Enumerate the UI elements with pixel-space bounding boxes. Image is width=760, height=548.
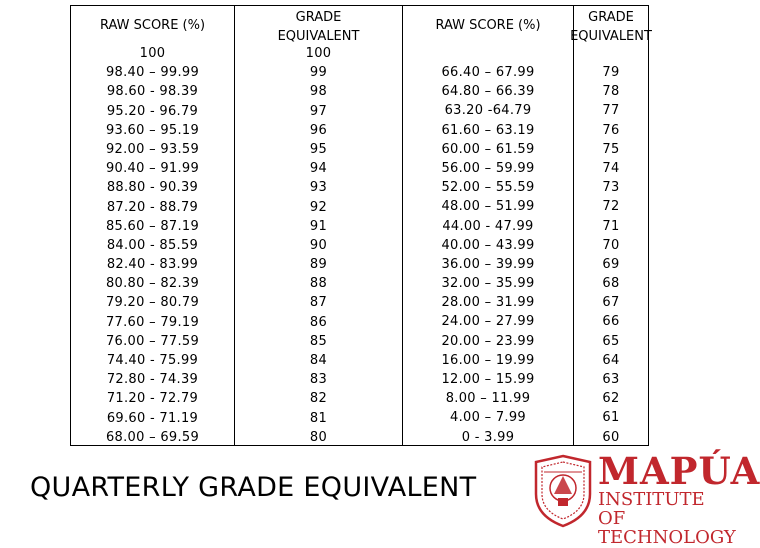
table-cell: 90 bbox=[309, 237, 328, 253]
table-cell: 44.00 - 47.99 bbox=[442, 218, 534, 234]
grade-column-right bbox=[570, 6, 652, 445]
table-cell: 84 bbox=[309, 353, 328, 368]
table-cell: 60.00 – 61.59 bbox=[441, 141, 535, 157]
table-cell: 70 bbox=[602, 237, 620, 253]
table-cell: 97 bbox=[309, 103, 328, 119]
table-cell: 83 bbox=[309, 372, 328, 388]
table-cell: 56.00 – 59.99 bbox=[441, 160, 535, 176]
table-cell: 74 bbox=[602, 160, 620, 176]
table-cell: 86 bbox=[309, 314, 328, 330]
table-cell: 90.40 – 91.99 bbox=[105, 161, 200, 177]
grade-equivalent-table bbox=[70, 5, 652, 446]
table-cell: 77.60 – 79.19 bbox=[105, 314, 200, 330]
table-cell: 66 bbox=[602, 314, 620, 330]
raw-score-cells-left bbox=[71, 44, 234, 447]
table-cell: 93 bbox=[309, 180, 328, 196]
table-cell: 81 bbox=[309, 410, 328, 426]
table-cell: 80.80 – 82.39 bbox=[105, 276, 200, 292]
grade-header-left: GRADE EQUIVALENT bbox=[277, 10, 360, 44]
table-cell: 89 bbox=[309, 257, 328, 273]
table-cell: 52.00 – 55.59 bbox=[441, 180, 535, 196]
table-cell: 85 bbox=[309, 333, 328, 349]
table-cell: 79.20 – 80.79 bbox=[105, 295, 200, 311]
table-cell: 64 bbox=[602, 352, 620, 368]
table-cell: 20.00 – 23.99 bbox=[441, 333, 535, 349]
table-cell: 92 bbox=[309, 199, 328, 215]
table-cell: 68.00 – 69.59 bbox=[105, 429, 200, 445]
table-cell: 71 bbox=[602, 218, 620, 234]
table-cell: 95.20 - 96.79 bbox=[106, 103, 199, 119]
table-cell: 85.60 – 87.19 bbox=[105, 218, 200, 234]
table-cell: 60 bbox=[602, 429, 620, 445]
table-cell: 28.00 – 31.99 bbox=[441, 295, 535, 311]
raw-score-cells-right bbox=[403, 63, 573, 447]
table-cell: 12.00 – 15.99 bbox=[441, 372, 535, 387]
table-cell: 62 bbox=[602, 391, 620, 407]
table-cell: 61 bbox=[602, 410, 620, 426]
table-cell: 87 bbox=[309, 295, 328, 311]
table-cell: 71.20 - 72.79 bbox=[106, 391, 199, 407]
table-cell: 61.60 – 63.19 bbox=[441, 122, 535, 138]
table-cell: 69 bbox=[602, 256, 620, 272]
raw-score-header-left: RAW SCORE (%) bbox=[99, 17, 206, 33]
table-cell: 88 bbox=[309, 276, 328, 292]
table-cell: 87.20 - 88.79 bbox=[106, 199, 199, 215]
table-cell: 91 bbox=[309, 218, 328, 234]
table-cell: 98.40 – 99.99 bbox=[105, 65, 200, 81]
table-cell: 94 bbox=[309, 161, 328, 177]
table-cell: 98.60 - 98.39 bbox=[106, 84, 199, 100]
table-cell: 40.00 – 43.99 bbox=[441, 237, 535, 253]
table-cell: 75 bbox=[602, 141, 620, 157]
table-cell: 72 bbox=[602, 199, 620, 215]
table-cell: 82.40 - 83.99 bbox=[106, 257, 199, 273]
table-cell: 0 - 3.99 bbox=[461, 429, 515, 445]
table-cell: 16.00 – 19.99 bbox=[441, 352, 535, 368]
table-cell: 73 bbox=[602, 180, 620, 196]
table-cell: 63.20 -64.79 bbox=[444, 103, 532, 119]
grade-cells-right bbox=[574, 63, 648, 447]
table-cell: 48.00 – 51.99 bbox=[441, 199, 535, 215]
grade-header-right: GRADE EQUIVALENT bbox=[570, 10, 652, 44]
table-cell: 24.00 – 27.99 bbox=[441, 314, 535, 330]
table-cell: 32.00 – 35.99 bbox=[441, 276, 535, 292]
table-cell: 93.60 – 95.19 bbox=[105, 122, 200, 138]
table-cell: 63 bbox=[602, 372, 620, 387]
table-cell: 100 bbox=[305, 46, 332, 61]
table-cell: 64.80 – 66.39 bbox=[441, 84, 535, 100]
table-cell: 80 bbox=[309, 429, 328, 445]
table-cell: 4.00 – 7.99 bbox=[450, 410, 526, 426]
table-cell: 66.40 – 67.99 bbox=[441, 65, 535, 80]
brand-line-1: INSTITUTE OF bbox=[598, 489, 705, 529]
table-cell: 98 bbox=[309, 84, 328, 100]
table-cell: 99 bbox=[309, 65, 328, 81]
table-cell: 95 bbox=[309, 141, 328, 157]
mapua-logo bbox=[528, 449, 760, 548]
table-cell: 88.80 - 90.39 bbox=[106, 180, 199, 196]
table-cell: 78 bbox=[602, 84, 620, 100]
table-cell: 36.00 – 39.99 bbox=[441, 256, 535, 272]
table-cell: 74.40 - 75.99 bbox=[106, 353, 199, 368]
table-cell: 65 bbox=[602, 333, 620, 349]
table-cell: 8.00 – 11.99 bbox=[445, 391, 531, 407]
table-cell: 76.00 – 77.59 bbox=[105, 333, 200, 349]
page-title: QUARTERLY GRADE EQUIVALENT bbox=[30, 472, 477, 503]
raw-score-column-left bbox=[71, 6, 234, 445]
seal-icon bbox=[532, 454, 594, 528]
table-cell: 67 bbox=[602, 295, 620, 311]
table-cell: 77 bbox=[602, 103, 620, 119]
brand-name: MAPÚA bbox=[598, 449, 760, 493]
table-cell: 72.80 - 74.39 bbox=[106, 372, 199, 388]
table-cell: 79 bbox=[602, 65, 620, 80]
raw-score-column-right bbox=[403, 6, 573, 445]
table-cell: 82 bbox=[309, 391, 328, 407]
grade-column-left bbox=[235, 6, 402, 445]
table-cell: 84.00 - 85.59 bbox=[106, 237, 199, 253]
table-cell: 68 bbox=[602, 276, 620, 292]
brand-wordmark bbox=[598, 449, 760, 548]
brand-line-2: TECHNOLOGY bbox=[598, 527, 736, 548]
raw-score-header-right: RAW SCORE (%) bbox=[435, 17, 541, 33]
table-cell: 96 bbox=[309, 122, 328, 138]
table-cell: 76 bbox=[602, 122, 620, 138]
table-cell: 69.60 - 71.19 bbox=[106, 410, 199, 426]
grade-cells-left bbox=[235, 44, 402, 447]
table-cell: 100 bbox=[139, 46, 166, 61]
table-cell: 92.00 – 93.59 bbox=[105, 141, 200, 157]
